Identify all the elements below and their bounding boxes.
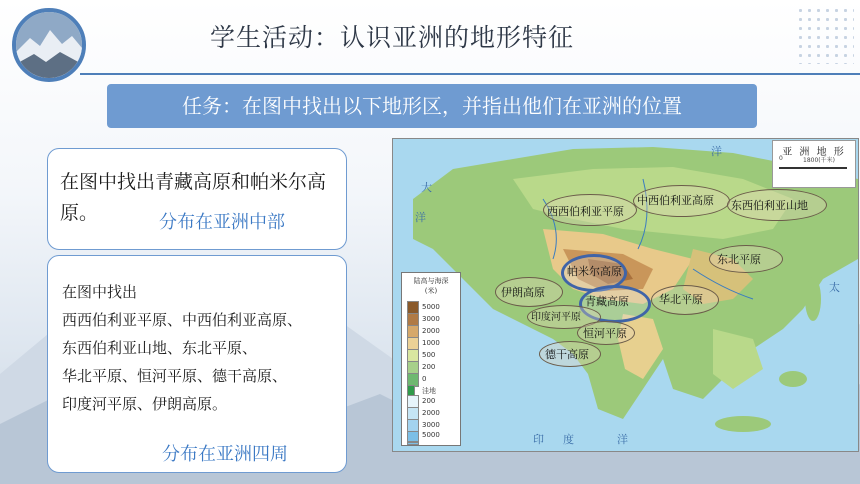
- elevation-legend: [401, 272, 461, 446]
- label-iran-plateau: 伊朗高原: [501, 286, 545, 299]
- question-card-1: [47, 148, 347, 250]
- legend-title: 陆高与海深 (米): [413, 277, 449, 295]
- legend-level: 5000: [422, 303, 440, 311]
- question-2-line: 印度河平原、伊朗高原。: [62, 395, 228, 413]
- label-west-siberian-plain: 西西伯利亚平原: [547, 205, 624, 218]
- title-underline: [80, 73, 860, 75]
- label-pamir-plateau: 帕米尔高原: [567, 265, 622, 278]
- question-2-text: [62, 278, 342, 418]
- sea-label: 大: [421, 181, 432, 194]
- label-deccan-plateau: 德干高原: [545, 348, 589, 361]
- question-1-text: 在图中找出青藏高原和帕米尔高原。: [60, 171, 327, 224]
- legend-level: 2000: [422, 327, 440, 335]
- legend-swatch: [407, 441, 419, 443]
- legend-level: 洼地: [422, 387, 436, 395]
- map-title-box: [772, 140, 856, 188]
- sea-label: 洋: [415, 211, 426, 224]
- label-northeast-plain: 东北平原: [717, 253, 761, 266]
- question-2-line: 在图中找出: [62, 283, 138, 301]
- answer-1-text: 分布在亚洲中部: [159, 212, 285, 233]
- question-2-line: 西西伯利亚平原、中西伯利亚高原、: [62, 311, 303, 329]
- sea-label: 印: [533, 433, 544, 446]
- legend-level: 2000: [422, 409, 440, 417]
- answer-2-text: 分布在亚洲四周: [162, 444, 288, 465]
- label-tibetan-plateau: 青藏高原: [585, 295, 629, 308]
- label-ganges-plain: 恒河平原: [583, 327, 627, 340]
- legend-level: 3000: [422, 421, 440, 429]
- legend-level: 3000: [422, 315, 440, 323]
- label-east-siberian-mountains: 东西伯利亚山地: [731, 199, 808, 212]
- label-north-china-plain: 华北平原: [659, 293, 703, 306]
- task-banner: 任务：在图中找出以下地形区，并指出他们在亚洲的位置: [107, 84, 757, 128]
- legend-level: 200: [422, 397, 436, 405]
- sea-label: 太: [829, 281, 840, 294]
- legend-level: 0: [422, 375, 427, 383]
- legend-level: 500: [422, 351, 436, 359]
- question-2-line: 东西伯利亚山地、东北平原、: [62, 339, 258, 357]
- scale-bar: [779, 167, 847, 169]
- legend-level: 200: [422, 363, 436, 371]
- page-title: 学生活动：认识亚洲的地形特征: [210, 23, 575, 52]
- sea-label: 度: [563, 433, 574, 446]
- legend-level: 1000: [422, 339, 440, 347]
- label-central-siberian-plateau: 中西伯利亚高原: [637, 194, 714, 207]
- sea-label: 洋: [711, 145, 722, 158]
- label-indus-plain: 印度河平原: [531, 312, 581, 323]
- map-title: 亚 洲 地 形: [782, 147, 846, 158]
- decorative-dot-grid: [796, 6, 854, 64]
- snow-mountain-logo: [12, 8, 86, 82]
- sea-label: 洋: [617, 433, 628, 446]
- question-card-2: [47, 255, 347, 473]
- legend-level: 5000: [422, 431, 440, 439]
- scale-value: 1800(千米): [803, 157, 835, 164]
- scale-zero: 0: [779, 155, 783, 162]
- question-2-line: 华北平原、恒河平原、德干高原、: [62, 367, 288, 385]
